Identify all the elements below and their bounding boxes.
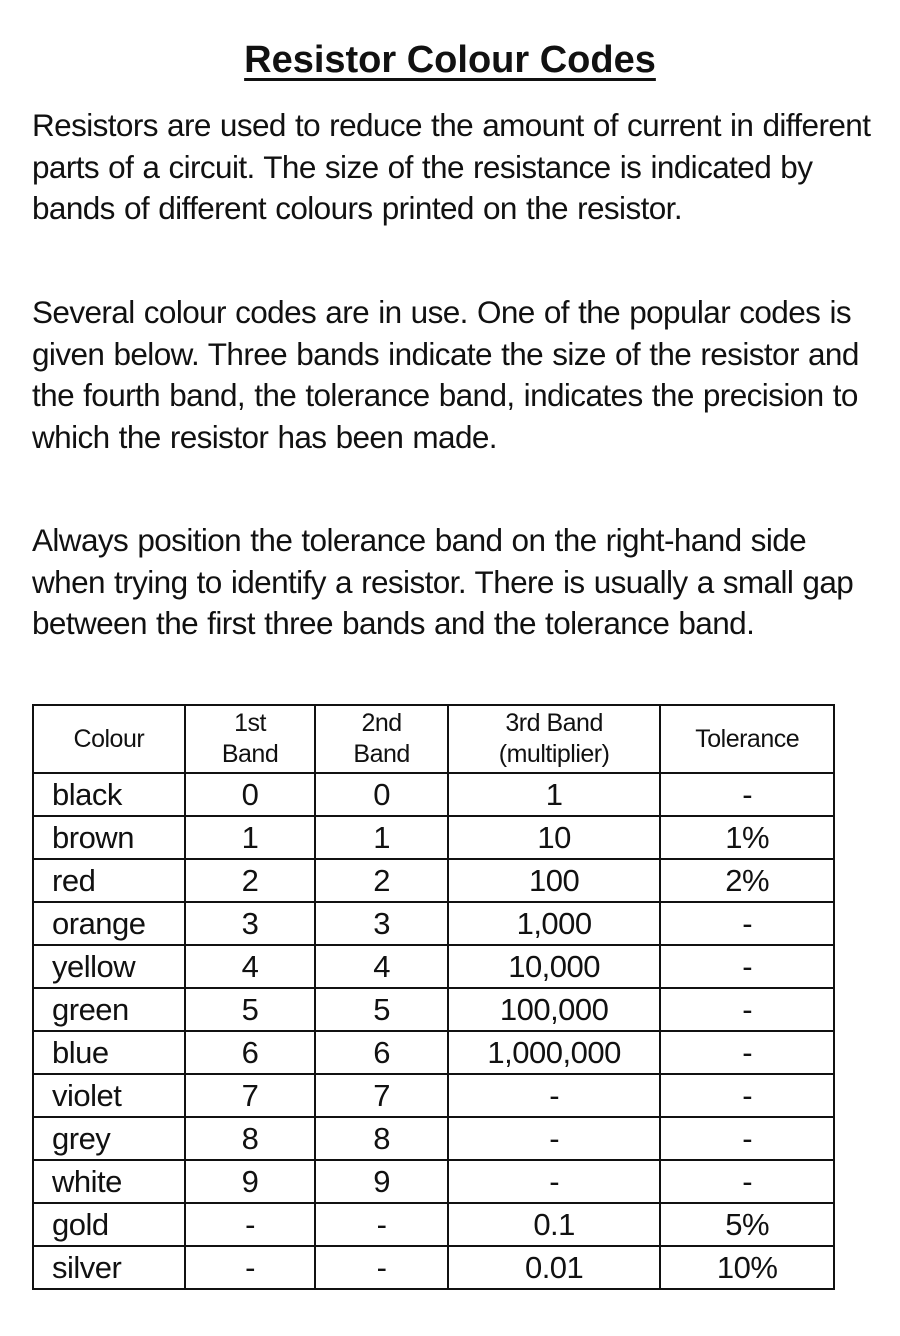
- cell-multiplier: 100: [448, 859, 661, 902]
- cell-first-band: 1: [185, 816, 316, 859]
- cell-first-band: 3: [185, 902, 316, 945]
- cell-colour: yellow: [33, 945, 185, 988]
- table-row: [33, 945, 834, 988]
- cell-second-band: 3: [315, 902, 448, 945]
- header-1st-band: 1st Band: [185, 705, 316, 773]
- cell-first-band: -: [185, 1203, 316, 1246]
- cell-first-band: 6: [185, 1031, 316, 1074]
- cell-multiplier: 0.1: [448, 1203, 661, 1246]
- cell-colour: red: [33, 859, 185, 902]
- cell-colour: white: [33, 1160, 185, 1203]
- cell-second-band: -: [315, 1246, 448, 1289]
- table-row: [33, 1074, 834, 1117]
- table-row: [33, 1246, 834, 1289]
- cell-second-band: 6: [315, 1031, 448, 1074]
- header-colour: Colour: [33, 705, 185, 773]
- cell-second-band: 8: [315, 1117, 448, 1160]
- cell-tolerance: -: [660, 988, 834, 1031]
- cell-second-band: 2: [315, 859, 448, 902]
- cell-first-band: 5: [185, 988, 316, 1031]
- cell-tolerance: -: [660, 945, 834, 988]
- cell-colour: blue: [33, 1031, 185, 1074]
- header-tolerance: Tolerance: [660, 705, 834, 773]
- cell-colour: brown: [33, 816, 185, 859]
- cell-tolerance: -: [660, 902, 834, 945]
- cell-second-band: 9: [315, 1160, 448, 1203]
- cell-colour: black: [33, 773, 185, 816]
- cell-first-band: 0: [185, 773, 316, 816]
- cell-multiplier: 10,000: [448, 945, 661, 988]
- header-2nd-band: 2nd Band: [315, 705, 448, 773]
- cell-colour: silver: [33, 1246, 185, 1289]
- table-row: [33, 1117, 834, 1160]
- cell-multiplier: 1,000,000: [448, 1031, 661, 1074]
- cell-tolerance: -: [660, 1117, 834, 1160]
- cell-colour: green: [33, 988, 185, 1031]
- cell-multiplier: 1,000: [448, 902, 661, 945]
- cell-first-band: 7: [185, 1074, 316, 1117]
- tolerance-position-paragraph: Always position the tolerance band on the right-hand side when trying to identify a resistor. There is usually a small gap between the first three bands and the tolerance band.: [32, 522, 854, 641]
- cell-multiplier: 10: [448, 816, 661, 859]
- cell-first-band: 8: [185, 1117, 316, 1160]
- intro-paragraph: Resistors are used to reduce the amount of current in different parts of a circuit. The size of the resistance is indicated by bands of different colours printed on the resistor.: [32, 107, 871, 226]
- cell-tolerance: -: [660, 1031, 834, 1074]
- resistor-colour-table: [32, 704, 835, 1290]
- cell-second-band: 4: [315, 945, 448, 988]
- cell-second-band: 1: [315, 816, 448, 859]
- cell-multiplier: 1: [448, 773, 661, 816]
- cell-multiplier: -: [448, 1117, 661, 1160]
- table-row: [33, 988, 834, 1031]
- table-row: [33, 902, 834, 945]
- cell-second-band: 5: [315, 988, 448, 1031]
- cell-second-band: -: [315, 1203, 448, 1246]
- cell-colour: orange: [33, 902, 185, 945]
- cell-colour: grey: [33, 1117, 185, 1160]
- cell-colour: violet: [33, 1074, 185, 1117]
- colour-code-paragraph: Several colour codes are in use. One of the popular codes is given below. Three bands indicate the size of the resistor and the fourth band, the tolerance band, indicates the precision to which the resistor has been made.: [32, 294, 859, 455]
- cell-first-band: 2: [185, 859, 316, 902]
- cell-tolerance: 10%: [660, 1246, 834, 1289]
- cell-second-band: 7: [315, 1074, 448, 1117]
- cell-multiplier: 0.01: [448, 1246, 661, 1289]
- cell-tolerance: -: [660, 1160, 834, 1203]
- cell-first-band: 9: [185, 1160, 316, 1203]
- cell-second-band: 0: [315, 773, 448, 816]
- cell-first-band: -: [185, 1246, 316, 1289]
- table-row: [33, 859, 834, 902]
- cell-colour: gold: [33, 1203, 185, 1246]
- cell-multiplier: -: [448, 1074, 661, 1117]
- table-row: [33, 1203, 834, 1246]
- cell-tolerance: -: [660, 773, 834, 816]
- cell-tolerance: 2%: [660, 859, 834, 902]
- table-header-row: [33, 705, 834, 773]
- table-row: [33, 1160, 834, 1203]
- table-row: [33, 773, 834, 816]
- header-3rd-band-multiplier: 3rd Band (multiplier): [448, 705, 661, 773]
- table-row: [33, 1031, 834, 1074]
- cell-multiplier: -: [448, 1160, 661, 1203]
- cell-tolerance: 1%: [660, 816, 834, 859]
- cell-tolerance: -: [660, 1074, 834, 1117]
- cell-tolerance: 5%: [660, 1203, 834, 1246]
- table-row: [33, 816, 834, 859]
- cell-multiplier: 100,000: [448, 988, 661, 1031]
- cell-first-band: 4: [185, 945, 316, 988]
- page-title: Resistor Colour Codes: [244, 39, 656, 82]
